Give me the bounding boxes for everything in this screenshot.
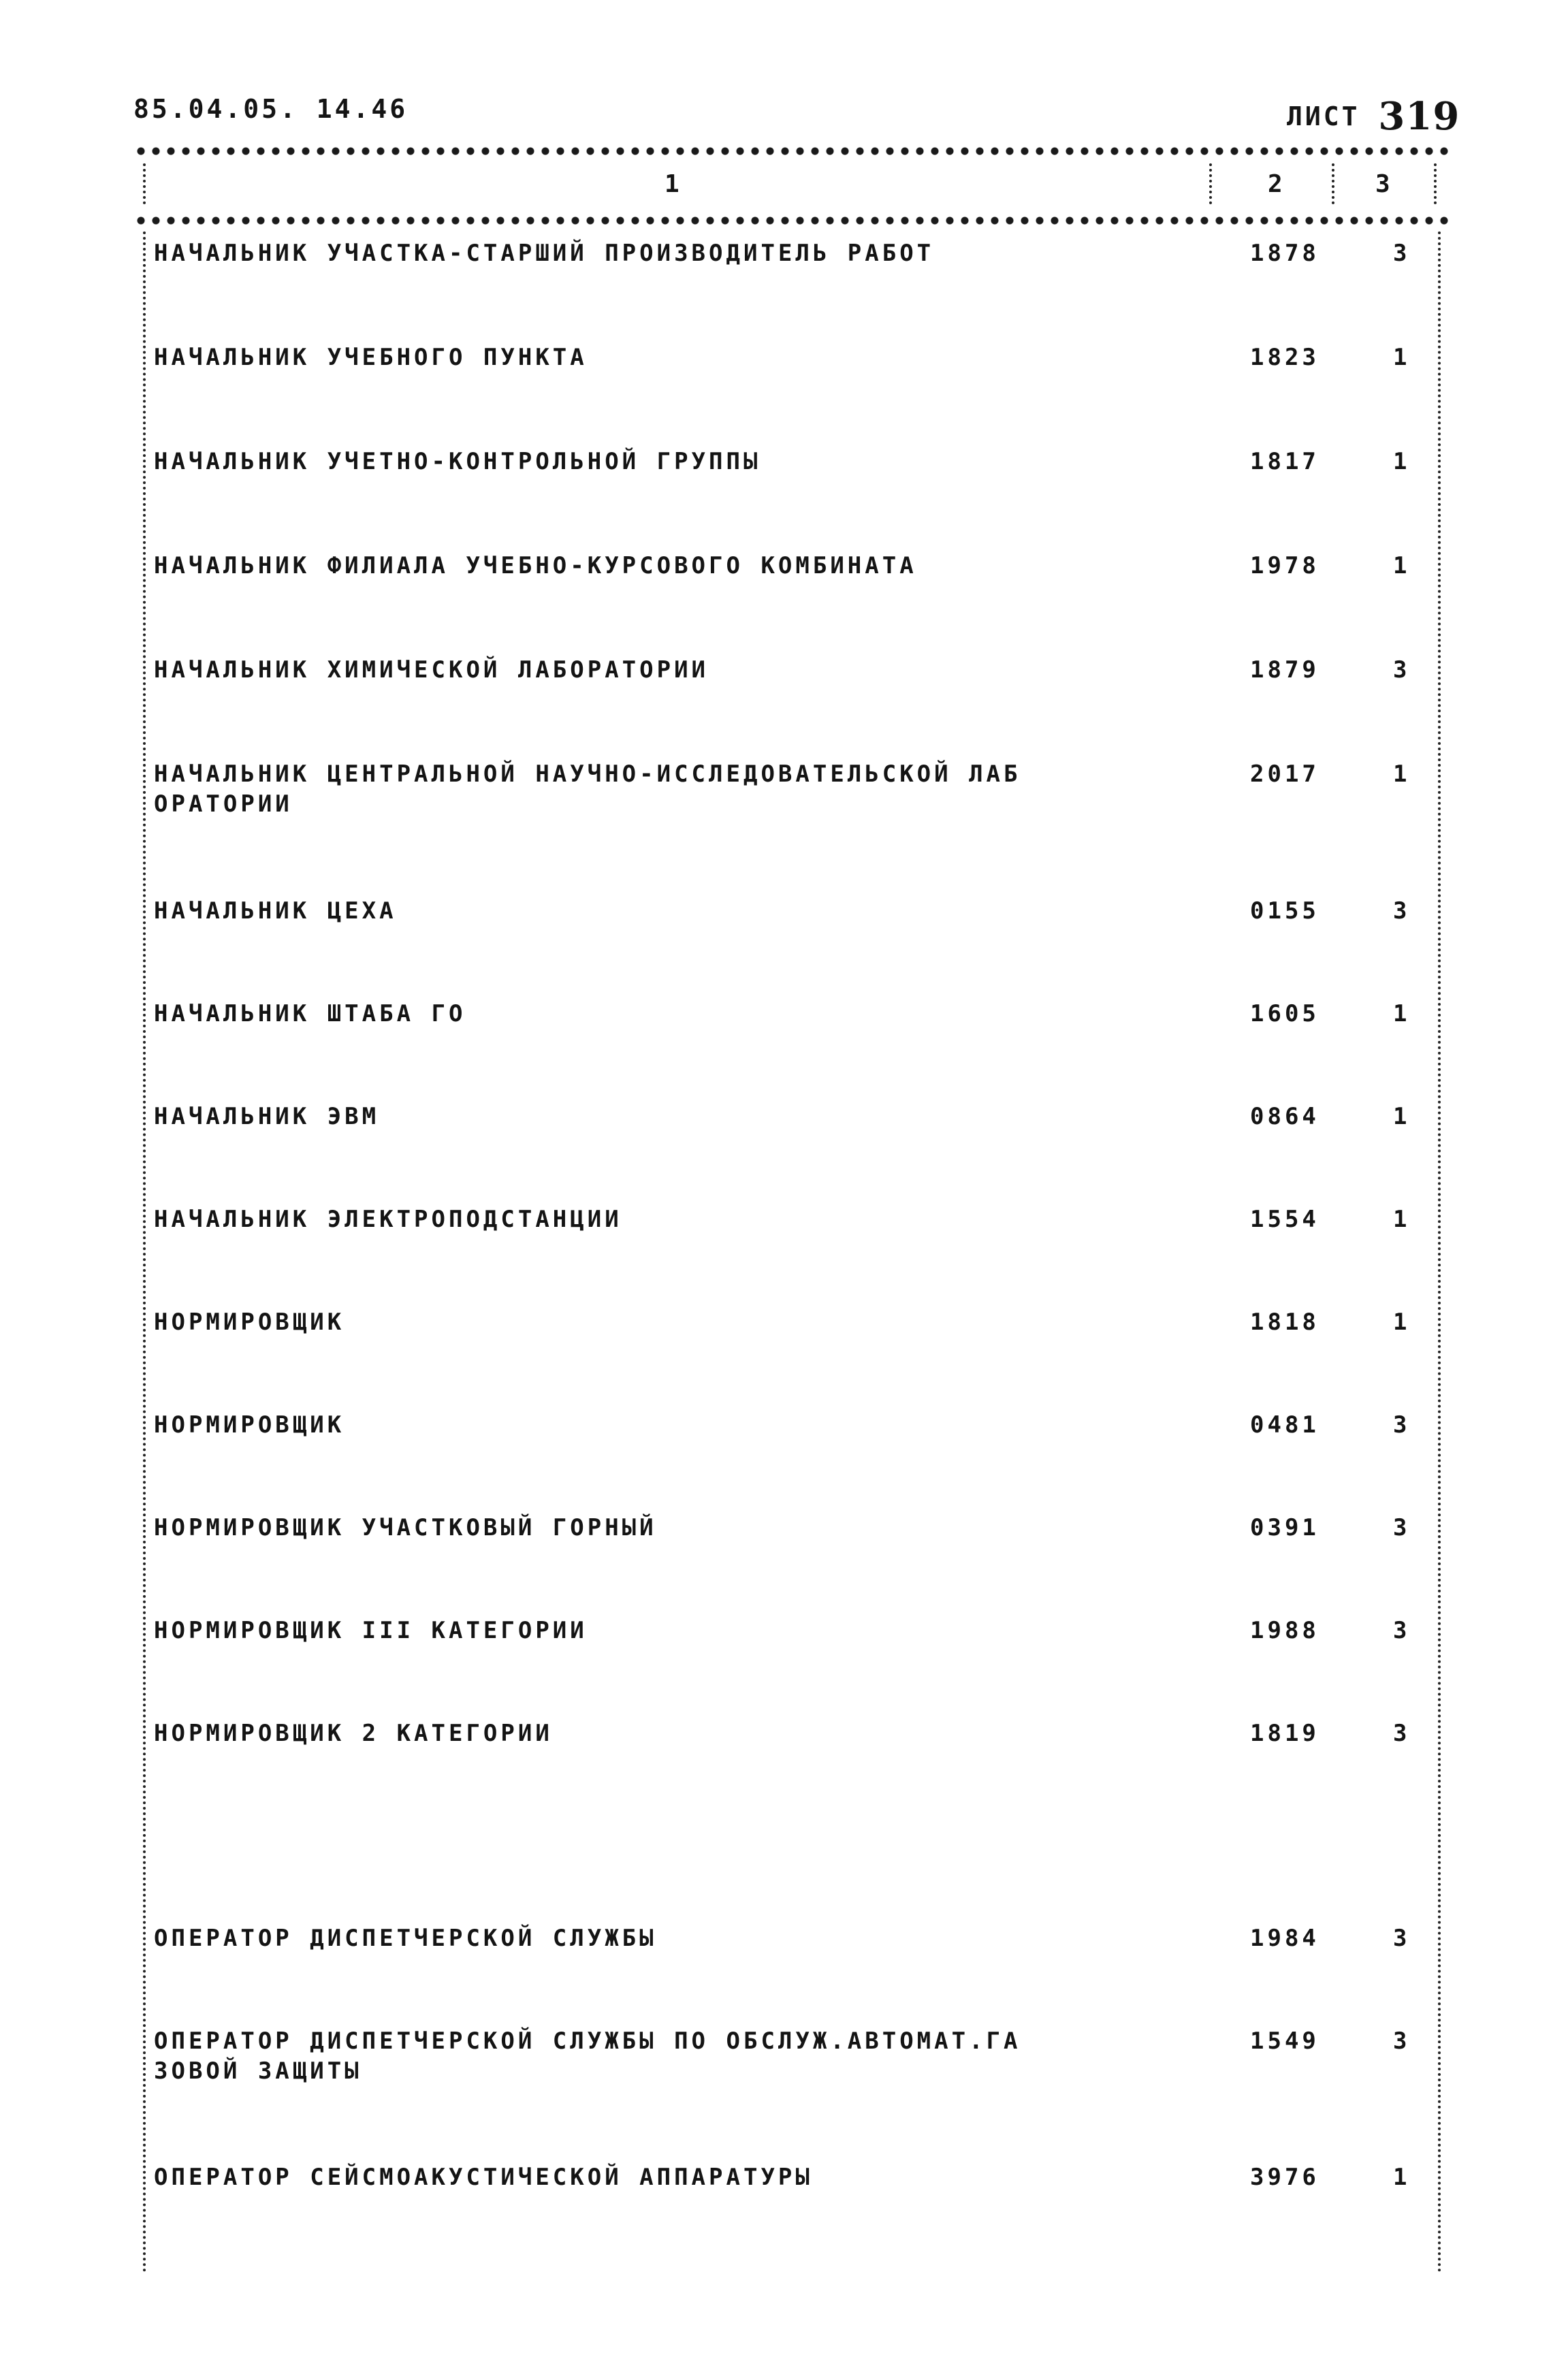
header-divider-1 <box>1209 163 1212 204</box>
category-value: 3 <box>1393 897 1407 925</box>
profession-code: 1823 <box>1250 344 1319 371</box>
category-value: 3 <box>1393 1720 1407 1747</box>
table-right-border <box>1438 231 1441 2274</box>
profession-code: 0155 <box>1250 897 1319 925</box>
category-value: 3 <box>1393 2028 1407 2055</box>
sheet-label: ЛИСТ <box>1287 101 1360 131</box>
column-2-header: 2 <box>1268 170 1283 198</box>
profession-code: 1819 <box>1250 1720 1319 1747</box>
profession-name: НАЧАЛЬНИК УЧЕТНО-КОНТРОЛЬНОЙ ГРУППЫ <box>154 448 761 475</box>
profession-name: ОПЕРАТОР ДИСПЕТЧЕРСКОЙ СЛУЖБЫ <box>154 1925 657 1952</box>
profession-name: НАЧАЛЬНИК ШТАБА ГО <box>154 1000 466 1027</box>
profession-name: НАЧАЛЬНИК ЦЕНТРАЛЬНОЙ НАУЧНО-ИССЛЕДОВАТЕЛЬСКОЙ ЛАБ ОРАТОРИИ <box>154 760 1021 818</box>
profession-name: НАЧАЛЬНИК ЦЕХА <box>154 897 397 925</box>
profession-code: 0864 <box>1250 1103 1319 1130</box>
profession-name: ОПЕРАТОР ДИСПЕТЧЕРСКОЙ СЛУЖБЫ ПО ОБСЛУЖ.АВТОМАТ.ГА ЗОВОЙ ЗАЩИТЫ <box>154 2028 1021 2085</box>
profession-name: НАЧАЛЬНИК ЭВМ <box>154 1103 380 1130</box>
profession-name: НАЧАЛЬНИК УЧАСТКА-СТАРШИЙ ПРОИЗВОДИТЕЛЬ РАБОТ <box>154 240 935 267</box>
category-value: 3 <box>1393 1617 1407 1644</box>
top-asterisk-border <box>133 146 1453 157</box>
profession-name: ОПЕРАТОР СЕЙСМОАКУСТИЧЕСКОЙ АППАРАТУРЫ <box>154 2164 813 2191</box>
category-value: 1 <box>1393 1206 1407 1233</box>
profession-name: НОРМИРОВЩИК 2 КАТЕГОРИИ <box>154 1720 553 1747</box>
profession-code: 1878 <box>1250 240 1319 267</box>
header-right-border <box>1434 163 1437 204</box>
category-value: 1 <box>1393 552 1407 579</box>
category-value: 3 <box>1393 1925 1407 1952</box>
category-value: 3 <box>1393 656 1407 684</box>
profession-code: 1817 <box>1250 448 1319 475</box>
sheet-number-label <box>1287 94 1460 139</box>
category-value: 1 <box>1393 1000 1407 1027</box>
category-value: 1 <box>1393 2164 1407 2191</box>
header-divider-2 <box>1332 163 1334 204</box>
header-left-border <box>143 163 146 204</box>
profession-code: 2017 <box>1250 760 1319 788</box>
profession-code: 1605 <box>1250 1000 1319 1027</box>
category-value: 1 <box>1393 1103 1407 1130</box>
category-value: 3 <box>1393 1514 1407 1541</box>
category-value: 1 <box>1393 448 1407 475</box>
column-3-header: 3 <box>1375 170 1390 198</box>
category-value: 1 <box>1393 1309 1407 1336</box>
profession-code: 1978 <box>1250 552 1319 579</box>
category-value: 3 <box>1393 1411 1407 1439</box>
profession-name: НАЧАЛЬНИК ЭЛЕКТРОПОДСТАНЦИИ <box>154 1206 622 1233</box>
profession-name: НОРМИРОВЩИК <box>154 1309 345 1336</box>
category-value: 1 <box>1393 760 1407 788</box>
profession-code: 0481 <box>1250 1411 1319 1439</box>
profession-name: НАЧАЛЬНИК ФИЛИАЛА УЧЕБНО-КУРСОВОГО КОМБИНАТА <box>154 552 917 579</box>
profession-name: НОРМИРОВЩИК III КАТЕГОРИИ <box>154 1617 588 1644</box>
profession-code: 3976 <box>1250 2164 1319 2191</box>
profession-name: НОРМИРОВЩИК <box>154 1411 345 1439</box>
profession-code: 1988 <box>1250 1617 1319 1644</box>
profession-name: НАЧАЛЬНИК УЧЕБНОГО ПУНКТА <box>154 344 588 371</box>
table-left-border <box>143 231 146 2274</box>
header-asterisk-divider <box>133 215 1453 226</box>
profession-code: 1984 <box>1250 1925 1319 1952</box>
profession-code: 1554 <box>1250 1206 1319 1233</box>
column-1-header: 1 <box>665 170 679 198</box>
print-timestamp: 85.04.05. 14.46 <box>133 94 409 124</box>
profession-name: НАЧАЛЬНИК ХИМИЧЕСКОЙ ЛАБОРАТОРИИ <box>154 656 709 684</box>
profession-name: НОРМИРОВЩИК УЧАСТКОВЫЙ ГОРНЫЙ <box>154 1514 657 1541</box>
profession-code: 1879 <box>1250 656 1319 684</box>
sheet-number: 319 <box>1378 94 1460 139</box>
profession-code: 0391 <box>1250 1514 1319 1541</box>
profession-code: 1818 <box>1250 1309 1319 1336</box>
category-value: 1 <box>1393 344 1407 371</box>
category-value: 3 <box>1393 240 1407 267</box>
profession-code: 1549 <box>1250 2028 1319 2055</box>
